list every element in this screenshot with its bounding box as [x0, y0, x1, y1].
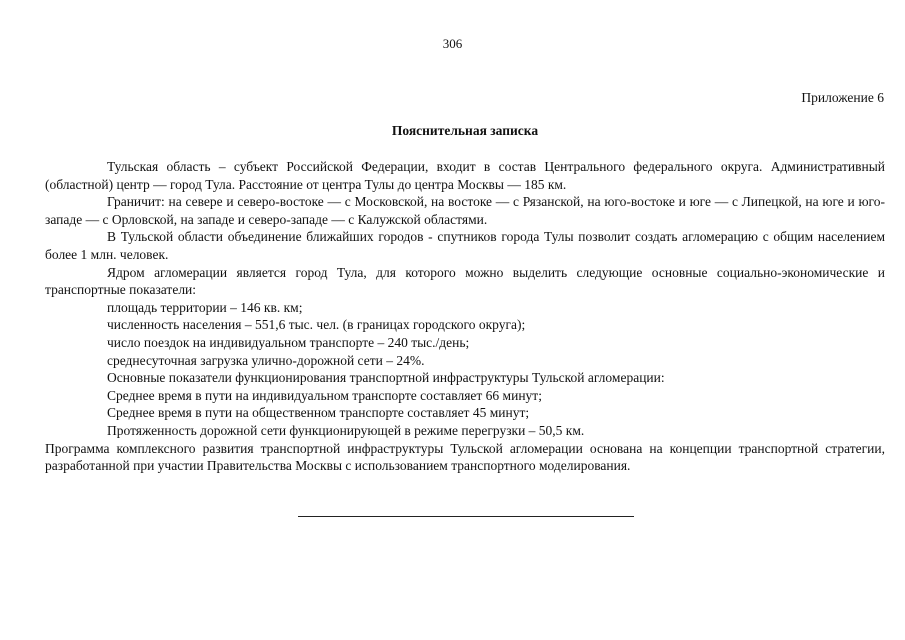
paragraph-program: Программа комплексного развития транспортной инфраструктуры Тульской агломерации основана на концепции транспортной стратегии, разработанной при участии Правительства Москвы с использованием транспортного моделирования.: [45, 440, 885, 474]
appendix-label: Приложение 6: [801, 90, 884, 105]
list-item-area: площадь территории – 146 кв. км;: [107, 299, 303, 315]
list-item-trips: число поездок на индивидуальном транспорте – 240 тыс./день;: [107, 334, 470, 350]
paragraph-borders: Граничит: на севере и северо-востоке — с Московской, на востоке — с Рязанской, на юго-востоке и юге — с Липецкой, на юге и юго-западе — с Орловской, на западе и северо-западе — с Калужской областями.: [45, 194, 885, 227]
list-item-population: численность населения – 551,6 тыс. чел. (в границах городского округа);: [107, 317, 526, 333]
list-item-congested-network: Протяженность дорожной сети функционирующей в режиме перегрузки – 50,5 км.: [107, 422, 585, 438]
document-title: Пояснительная записка: [391, 123, 539, 138]
list-item-road-load: среднесуточная загрузка улично-дорожной сети – 24%.: [107, 352, 425, 368]
paragraph-core-city: Ядром агломерации является город Тула, для которого можно выделить следующие основные социально-экономические и транспортные показатели:: [45, 264, 885, 298]
document-body: [45, 158, 885, 475]
paragraph-transport-indicators: Основные показатели функционирования транспортной инфраструктуры Тульской агломерации:: [107, 370, 665, 386]
end-divider: [298, 516, 634, 517]
page-number: 306: [442, 36, 463, 51]
paragraph-agglomeration: В Тульской области объединение ближайших городов - спутников города Тулы позволит создать агломерацию с общим населением более 1 млн. человек.: [45, 229, 885, 262]
list-item-private-travel-time: Среднее время в пути на индивидуальном транспорте составляет 66 минут;: [107, 387, 542, 403]
list-item-public-travel-time: Среднее время в пути на общественном транспорте составляет 45 минут;: [107, 405, 530, 421]
paragraph-overview: Тульская область – субъект Российской Федерации, входит в состав Центрального федерального округа. Административный (областной) центр — город Тула. Расстояние от центра Тулы до центра Москвы — 185 км.: [45, 159, 885, 192]
